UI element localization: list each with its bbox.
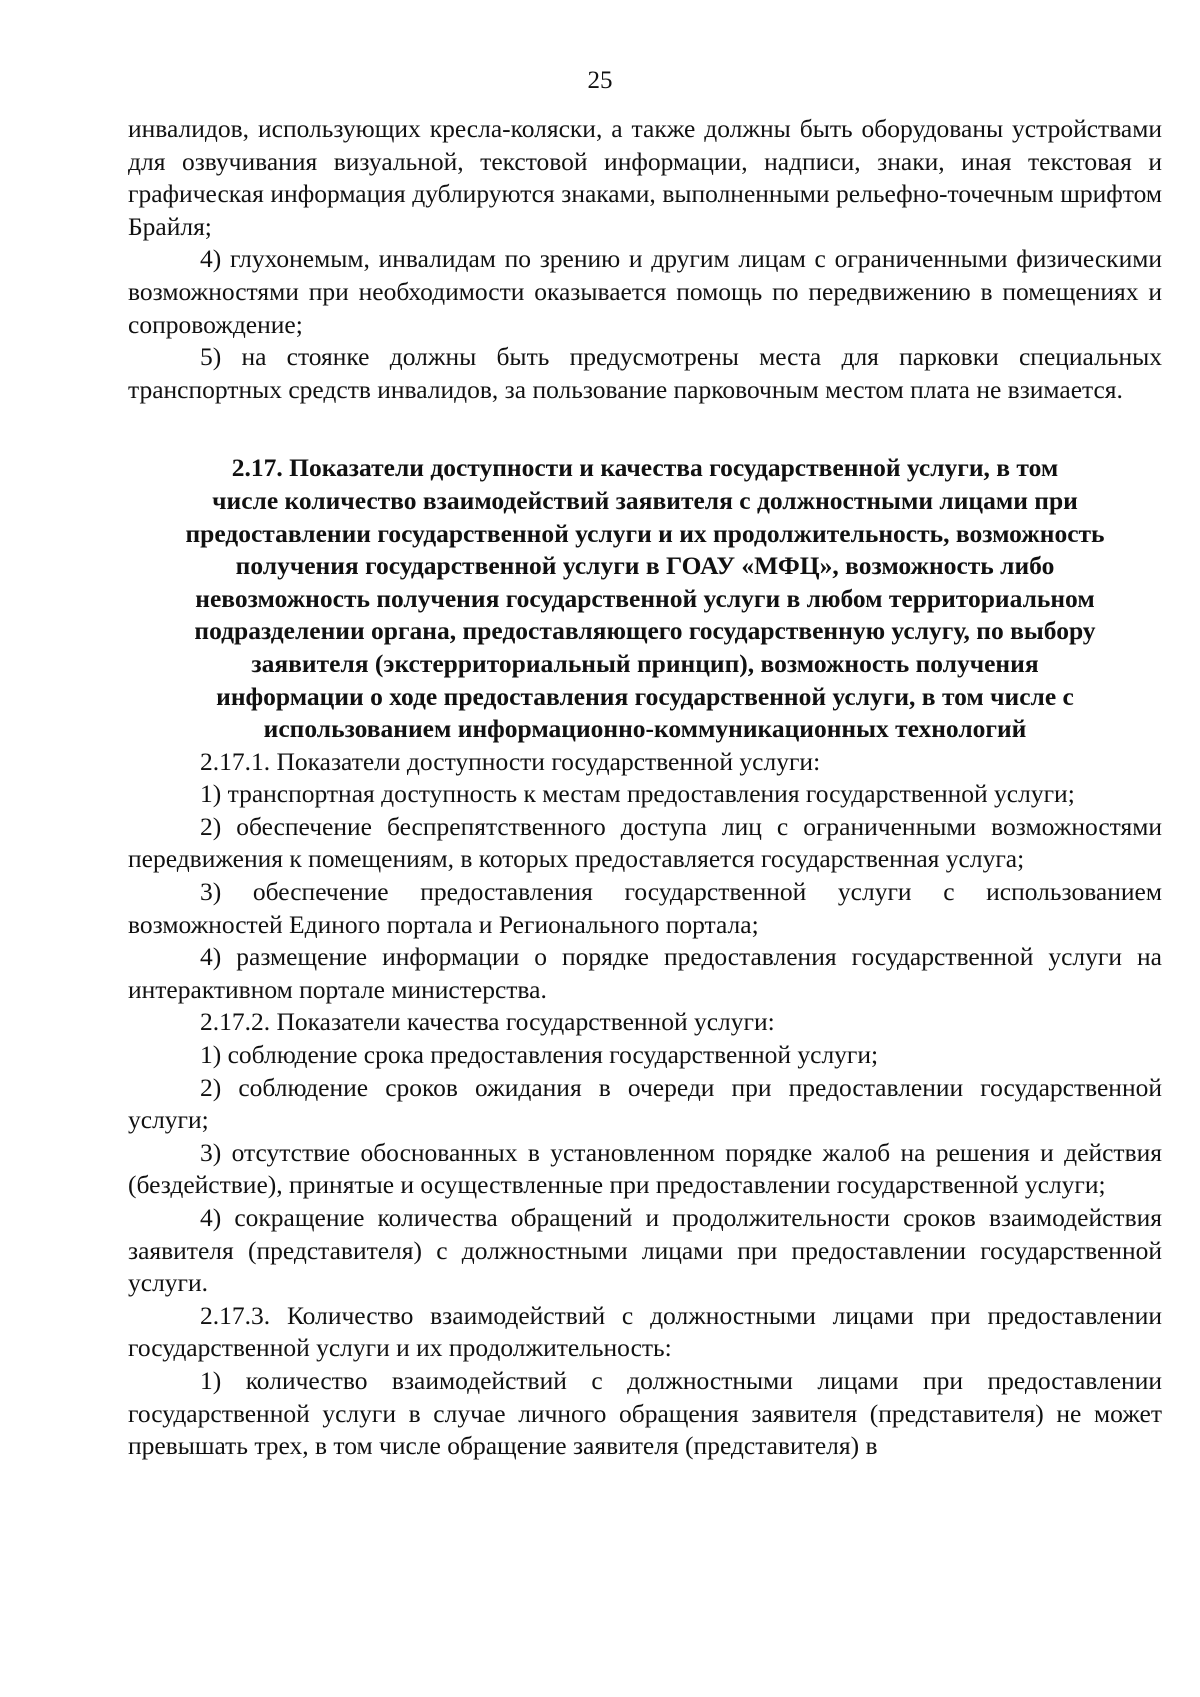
- list-item: 3) обеспечение предоставления государственной услуги с использованием возможностей Единого портала и Регионального портала;: [128, 877, 1162, 939]
- paragraph-item-5-parking: 5) на стоянке должны быть предусмотрены места для парковки специальных транспортных средств инвалидов, за пользование парковочным местом плата не взимается.: [128, 342, 1162, 404]
- section-heading-2-17: [128, 452, 1162, 745]
- list-item: 3) отсутствие обоснованных в установленном порядке жалоб на решения и действия (бездействие), принятые и осуществленные при предоставлении государственной услуги;: [128, 1137, 1162, 1200]
- heading-line: числе количество взаимодействий заявителя с должностными лицами при: [212, 485, 1078, 515]
- subsection-2-17-1-title: 2.17.1. Показатели доступности государственной услуги:: [200, 746, 821, 776]
- heading-line: предоставлении государственной услуги и их продолжительность, возможность: [185, 518, 1105, 548]
- heading-line: невозможность получения государственной услуги в любом территориальном: [195, 583, 1095, 613]
- heading-line: подразделении органа, предоставляющего государственную услугу, по выбору: [194, 616, 1096, 646]
- paragraph-continued: инвалидов, использующих кресла-коляски, а также должны быть оборудованы устройствами для озвучивания визуальной, текстовой информации, надписи, знаки, иная текстовая и графическая информация дублируются знаками, выполненными рельефно-точечным шрифтом Брайля;: [128, 114, 1162, 241]
- list-item: 1) соблюдение срока предоставления государственной услуги;: [200, 1040, 879, 1070]
- heading-line: получения государственной услуги в ГОАУ «МФЦ», возможность либо: [235, 551, 1055, 581]
- heading-line: информации о ходе предоставления государственной услуги, в том числе с: [216, 681, 1074, 711]
- page-number: 25: [587, 67, 613, 94]
- list-item: 4) размещение информации о порядке предоставления государственной услуги на интерактивном портале министерства.: [128, 942, 1162, 1004]
- list-item: 4) сокращение количества обращений и продолжительности сроков взаимодействия заявителя (представителя) с должностными лицами при предоставлении государственной услуги.: [128, 1203, 1162, 1298]
- list-item: 2) обеспечение беспрепятственного доступа лиц с ограниченными возможностями передвижения к помещениям, в которых предоставляется государственная услуга;: [128, 811, 1162, 874]
- page-content: [128, 113, 1162, 1463]
- list-item: 1) транспортная доступность к местам предоставления государственной услуги;: [200, 779, 1075, 809]
- list-item: 1) количество взаимодействий с должностными лицами при предоставлении государственной услуги в случае личного обращения заявителя (представителя) не может превышать трех, в том числе обращение заявителя (представителя) в: [128, 1365, 1162, 1461]
- list-item: 2) соблюдение сроков ожидания в очереди при предоставлении государственной услуги;: [128, 1072, 1162, 1135]
- subsection-2-17-2-title: 2.17.2. Показатели качества государственной услуги:: [200, 1007, 775, 1037]
- heading-line: 2.17. Показатели доступности и качества государственной услуги, в том: [231, 453, 1059, 483]
- heading-line: заявителя (экстерриториальный принцип), возможность получения: [251, 648, 1039, 678]
- heading-line: использованием информационно-коммуникационных технологий: [263, 714, 1027, 744]
- paragraph-item-4-deaf-assistance: 4) глухонемым, инвалидам по зрению и другим лицам с ограниченными физическими возможностями при необходимости оказывается помощь по передвижению в помещениях и сопровождение;: [128, 244, 1162, 339]
- subsection-2-17-3-title: 2.17.3. Количество взаимодействий с должностными лицами при предоставлении государственной услуги и их продолжительность:: [128, 1300, 1162, 1363]
